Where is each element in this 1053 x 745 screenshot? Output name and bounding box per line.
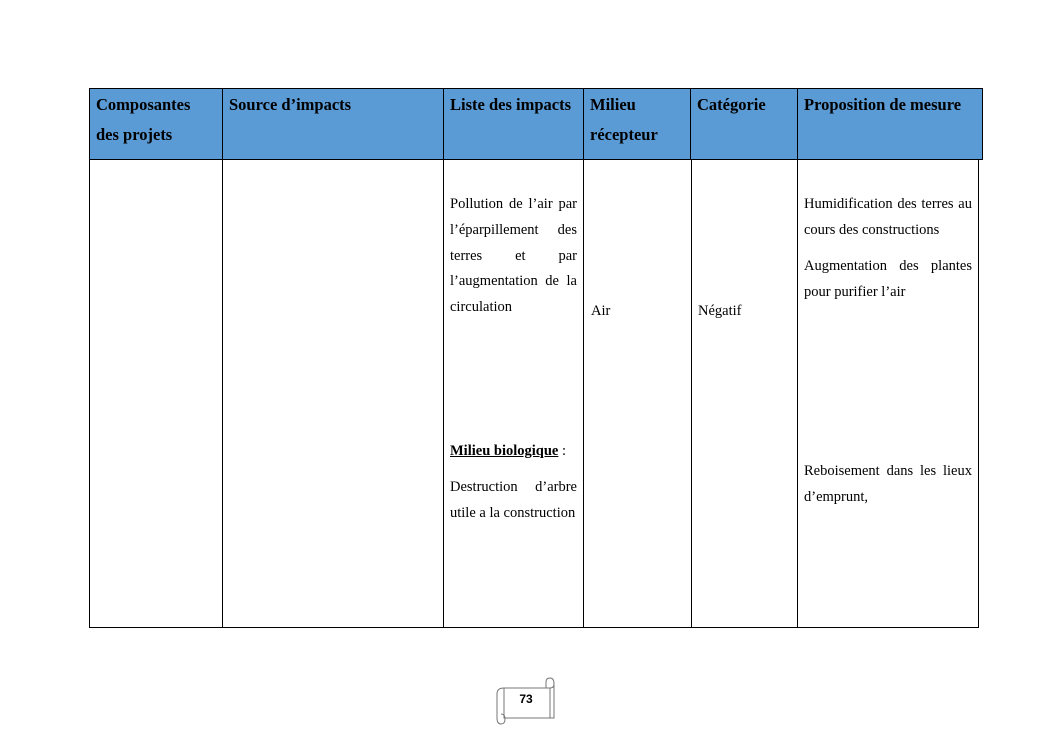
- milieu-biologique-heading: [450, 439, 577, 465]
- table-header-row: [89, 88, 983, 160]
- milieu-biologique-colon: :: [558, 443, 567, 459]
- cell-liste-impacts: [443, 160, 583, 627]
- categorie-negatif: Négatif: [698, 303, 742, 319]
- page-number-scroll: [492, 674, 560, 726]
- cell-composantes: [90, 160, 222, 627]
- header-proposition: Proposition de mesure: [797, 89, 984, 159]
- mesure-humidification: Humidification des terres au cours des constructions: [804, 196, 972, 238]
- page-number: 73: [519, 692, 533, 706]
- header-milieu: Milieu récepteur: [583, 89, 690, 159]
- mesure-plantes: Augmentation des plantes pour purifier l’air: [804, 258, 972, 300]
- mesure-reboisement: Reboisement dans les lieux d’emprunt,: [804, 463, 972, 505]
- header-liste-impacts: Liste des impacts: [443, 89, 583, 159]
- cell-proposition: [797, 160, 979, 627]
- cell-source: [222, 160, 443, 627]
- impact-destruction-arbre: Destruction d’arbre utile a la construction: [450, 479, 577, 521]
- impact-pollution-air: Pollution de l’air par l’éparpillement des terres et par l’augmentation de la circulation: [450, 196, 577, 316]
- cell-categorie: [691, 160, 797, 627]
- milieu-air: Air: [591, 303, 611, 319]
- header-composantes: Composantes des projets: [96, 95, 191, 144]
- header-source: Source d’impacts: [222, 89, 443, 159]
- table-row: [89, 160, 979, 628]
- milieu-biologique-label: Milieu biologique: [450, 443, 559, 459]
- cell-milieu: [583, 160, 691, 627]
- header-categorie: Catégorie: [690, 89, 797, 159]
